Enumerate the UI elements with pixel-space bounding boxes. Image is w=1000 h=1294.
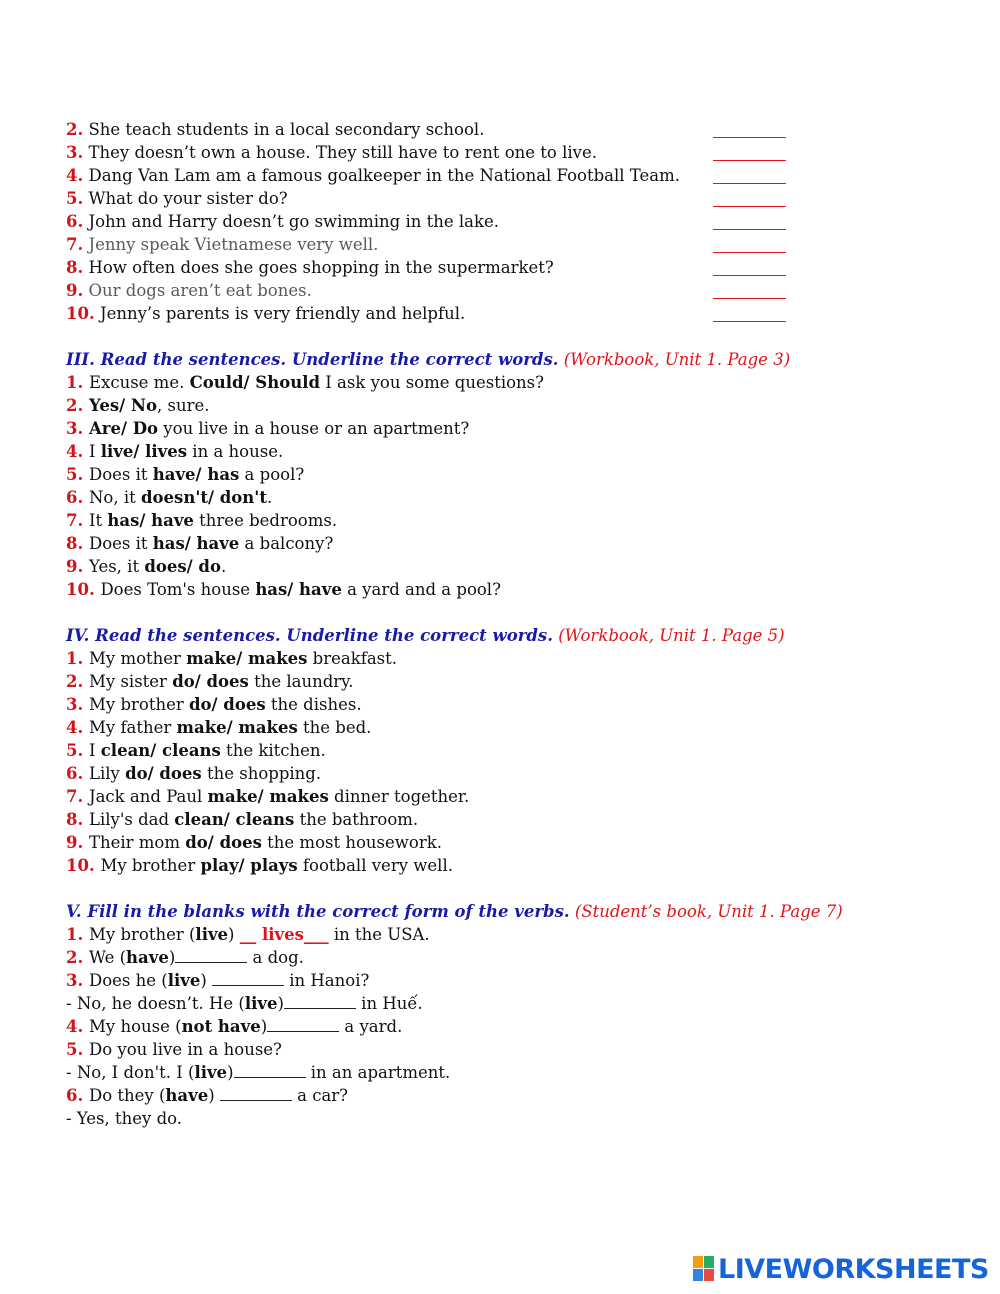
item-text: a yard and a pool? — [341, 580, 501, 599]
item-number: 6. — [66, 1086, 89, 1105]
section-3-reference: (Workbook, Unit 1. Page 3) — [563, 350, 791, 369]
correction-blank[interactable] — [713, 259, 786, 276]
sentence-line — [66, 279, 312, 302]
item-number: 2. — [66, 396, 89, 415]
fill-item-4 — [66, 1015, 402, 1038]
item-number: 9. — [66, 281, 84, 300]
word-choices: make/ makes — [207, 787, 329, 806]
item-text: three bedrooms. — [193, 511, 338, 530]
item-number: 2. — [66, 948, 89, 967]
item-text: the bed. — [297, 718, 372, 737]
item-text: in a house. — [187, 442, 284, 461]
choice-item[interactable] — [66, 440, 283, 463]
correction-blank[interactable] — [713, 167, 786, 184]
choice-item[interactable] — [66, 762, 321, 785]
item-text: - No, I don't. I ( — [66, 1063, 195, 1082]
sentence-line — [66, 118, 484, 141]
choice-item[interactable] — [66, 739, 326, 762]
sentence-text: They doesn’t own a house. They still have to rent one to live. — [83, 143, 597, 162]
item-number: 8. — [66, 258, 84, 277]
fill-item-6 — [66, 1084, 348, 1107]
item-number: 8. — [66, 534, 89, 553]
word-choices: make/ makes — [176, 718, 298, 737]
answer-blank[interactable] — [234, 1063, 306, 1078]
item-number: 9. — [66, 833, 89, 852]
item-text: My brother — [88, 695, 189, 714]
item-text: a pool? — [239, 465, 305, 484]
answer-blank[interactable] — [267, 1017, 339, 1032]
answer-blank[interactable] — [284, 994, 356, 1009]
item-text: ) — [227, 1063, 234, 1082]
word-choices: do/ does — [188, 695, 266, 714]
item-number: 7. — [66, 235, 84, 254]
section-5-reference: (Student’s book, Unit 1. Page 7) — [574, 902, 843, 921]
item-text: a balcony? — [239, 534, 334, 553]
filled-answer[interactable]: __ lives___ — [239, 925, 329, 944]
item-text: you live in a house or an apartment? — [158, 419, 470, 438]
verb: have — [126, 948, 169, 967]
section-5-heading — [66, 900, 843, 923]
item-text: Their mom — [88, 833, 186, 852]
choice-item[interactable] — [66, 854, 453, 877]
item-text: the most housework. — [261, 833, 442, 852]
item-text: ) — [200, 971, 213, 990]
choice-item[interactable] — [66, 647, 397, 670]
word-choices: have/ has — [152, 465, 240, 484]
correction-blank[interactable] — [713, 305, 786, 322]
choice-item[interactable] — [66, 716, 371, 739]
sentence-text: Dang Van Lam am a famous goalkeeper in the National Football Team. — [83, 166, 681, 185]
word-choices: do/ does — [185, 833, 262, 852]
liveworksheets-logo-icon — [693, 1256, 715, 1282]
sentence-line — [66, 302, 465, 325]
sentence-text: She teach students in a local secondary school. — [83, 120, 485, 139]
item-text: ) — [228, 925, 240, 944]
item-number: 5. — [66, 1040, 89, 1059]
item-text: Do you live in a house? — [88, 1040, 282, 1059]
item-text: in the USA. — [328, 925, 430, 944]
choice-item[interactable] — [66, 532, 333, 555]
item-text: It — [88, 511, 108, 530]
item-text: breakfast. — [307, 649, 398, 668]
word-choices: play/ plays — [200, 856, 298, 875]
word-choices: has/ have — [107, 511, 194, 530]
fill-item-3b — [66, 992, 423, 1015]
fill-item-5 — [66, 1038, 282, 1061]
sentence-text: Jenny speak Vietnamese very well. — [83, 235, 379, 254]
item-text: the laundry. — [248, 672, 354, 691]
item-text: a yard. — [339, 1017, 403, 1036]
item-number: 6. — [66, 212, 84, 231]
section-3-heading — [66, 348, 790, 371]
sentence-text: Our dogs aren’t eat bones. — [83, 281, 312, 300]
verb: live — [194, 1063, 228, 1082]
word-choices: clean/ cleans — [100, 741, 221, 760]
item-text: Does it — [88, 465, 153, 484]
choice-item[interactable] — [66, 578, 501, 601]
item-number: 7. — [66, 511, 89, 530]
item-number: 8. — [66, 810, 89, 829]
section-4-title: IV. Read the sentences. Underline the correct words. — [66, 626, 553, 645]
choice-item[interactable] — [66, 670, 354, 693]
word-choices: does/ do — [144, 557, 221, 576]
item-text: ) — [208, 1086, 220, 1105]
verb: not have — [181, 1017, 261, 1036]
item-text: a car? — [291, 1086, 349, 1105]
word-choices: live/ lives — [100, 442, 188, 461]
brand-name: LIVEWORKSHEETS — [718, 1253, 989, 1285]
item-text: Does he ( — [88, 971, 168, 990]
item-text: in an apartment. — [305, 1063, 451, 1082]
item-text: My house ( — [88, 1017, 182, 1036]
item-text: My mother — [88, 649, 187, 668]
item-text: - No, he doesn’t. He ( — [66, 994, 245, 1013]
correction-blank[interactable] — [713, 236, 786, 253]
item-number: 2. — [66, 672, 89, 691]
choice-item[interactable] — [66, 509, 337, 532]
item-number: 10. — [66, 856, 101, 875]
item-text: My brother — [100, 856, 201, 875]
item-number: 5. — [66, 741, 89, 760]
item-number: 1. — [66, 373, 89, 392]
word-choices: Are/ Do — [88, 419, 159, 438]
correction-blank[interactable] — [713, 121, 786, 138]
item-number: 4. — [66, 1017, 89, 1036]
correction-blank[interactable] — [713, 282, 786, 299]
fill-item-1 — [66, 923, 430, 946]
fill-item-5b — [66, 1061, 450, 1084]
item-number: 2. — [66, 120, 84, 139]
section-4-reference: (Workbook, Unit 1. Page 5) — [558, 626, 785, 645]
word-choices: Yes/ No — [88, 396, 157, 415]
item-number: 3. — [66, 419, 89, 438]
item-text: in Hanoi? — [284, 971, 370, 990]
choice-item[interactable] — [66, 808, 418, 831]
item-number: 7. — [66, 787, 89, 806]
item-text: Yes, it — [88, 557, 145, 576]
liveworksheets-logo[interactable] — [693, 1252, 989, 1286]
choice-item[interactable] — [66, 371, 544, 394]
item-text: Excuse me. — [88, 373, 190, 392]
sentence-line — [66, 164, 680, 187]
correction-blank[interactable] — [713, 144, 786, 161]
item-number: 5. — [66, 465, 89, 484]
fill-item-3 — [66, 969, 369, 992]
answer-blank[interactable] — [220, 1086, 292, 1101]
item-text: . — [266, 488, 273, 507]
item-text: . — [220, 557, 227, 576]
verb: live — [167, 971, 201, 990]
choice-item[interactable] — [66, 785, 469, 808]
choice-item[interactable] — [66, 555, 226, 578]
choice-item[interactable] — [66, 463, 304, 486]
item-number: 1. — [66, 925, 89, 944]
item-text: the dishes. — [265, 695, 362, 714]
item-text: the bathroom. — [294, 810, 419, 829]
fill-item-6b — [66, 1107, 182, 1130]
item-text: , sure. — [156, 396, 210, 415]
correction-blank[interactable] — [713, 190, 786, 207]
item-number: 4. — [66, 718, 89, 737]
choice-item[interactable] — [66, 486, 272, 509]
choice-item[interactable] — [66, 693, 362, 716]
item-text: Lily's dad — [88, 810, 175, 829]
sentence-text: John and Harry doesn’t go swimming in the lake. — [83, 212, 499, 231]
sentence-line — [66, 141, 597, 164]
item-number: 4. — [66, 166, 84, 185]
word-choices: clean/ cleans — [174, 810, 295, 829]
item-number: 5. — [66, 189, 84, 208]
item-text: My sister — [88, 672, 173, 691]
item-text: football very well. — [297, 856, 453, 875]
word-choices: has/ have — [255, 580, 342, 599]
verb: have — [165, 1086, 209, 1105]
item-text: Lily — [88, 764, 126, 783]
sentence-text: Jenny’s parents is very friendly and helpful. — [94, 304, 466, 323]
item-text: I — [88, 442, 101, 461]
item-text: Does it — [88, 534, 153, 553]
item-text: Do they ( — [88, 1086, 166, 1105]
item-number: 4. — [66, 442, 89, 461]
item-text: Jack and Paul — [88, 787, 208, 806]
word-choices: has/ have — [152, 534, 240, 553]
choice-item[interactable] — [66, 831, 442, 854]
fill-item-2 — [66, 946, 304, 969]
item-number: 3. — [66, 143, 84, 162]
word-choices: doesn't/ don't — [141, 488, 267, 507]
sentence-line — [66, 210, 499, 233]
sentence-line — [66, 256, 554, 279]
item-text: My father — [88, 718, 177, 737]
item-text: - Yes, they do. — [66, 1109, 183, 1128]
item-text: the kitchen. — [220, 741, 326, 760]
answer-blank[interactable] — [175, 948, 247, 963]
section-5-title: V. Fill in the blanks with the correct form of the verbs. — [66, 902, 570, 921]
word-choices: do/ does — [125, 764, 202, 783]
item-number: 3. — [66, 695, 89, 714]
word-choices: make/ makes — [186, 649, 308, 668]
verb: live — [195, 925, 229, 944]
choice-item[interactable] — [66, 394, 209, 417]
choice-item[interactable] — [66, 417, 469, 440]
item-number: 10. — [66, 580, 101, 599]
section-3-title: III. Read the sentences. Underline the correct words. — [66, 350, 559, 369]
sentence-line — [66, 233, 378, 256]
item-number: 1. — [66, 649, 89, 668]
sentence-text: How often does she goes shopping in the supermarket? — [83, 258, 554, 277]
item-text: the shopping. — [201, 764, 322, 783]
item-number: 10. — [66, 304, 95, 323]
item-text: We ( — [88, 948, 127, 967]
item-text: ) — [277, 994, 284, 1013]
item-text: Does Tom's house — [100, 580, 256, 599]
item-number: 6. — [66, 764, 89, 783]
word-choices: do/ does — [172, 672, 249, 691]
item-text: No, it — [88, 488, 141, 507]
sentence-text: What do your sister do? — [83, 189, 288, 208]
sentence-line — [66, 187, 288, 210]
item-text: dinner together. — [328, 787, 470, 806]
item-text: I ask you some questions? — [320, 373, 544, 392]
item-text: ) — [168, 948, 176, 967]
section-4-heading — [66, 624, 785, 647]
word-choices: Could/ Should — [189, 373, 321, 392]
correction-blank[interactable] — [713, 213, 786, 230]
item-text: ) — [260, 1017, 268, 1036]
answer-blank[interactable] — [212, 971, 284, 986]
item-text: a dog. — [247, 948, 304, 967]
item-number: 9. — [66, 557, 89, 576]
item-number: 6. — [66, 488, 89, 507]
item-text: in Huế. — [355, 994, 423, 1013]
item-number: 3. — [66, 971, 89, 990]
item-text: My brother ( — [88, 925, 196, 944]
verb: live — [244, 994, 278, 1013]
item-text: I — [88, 741, 101, 760]
